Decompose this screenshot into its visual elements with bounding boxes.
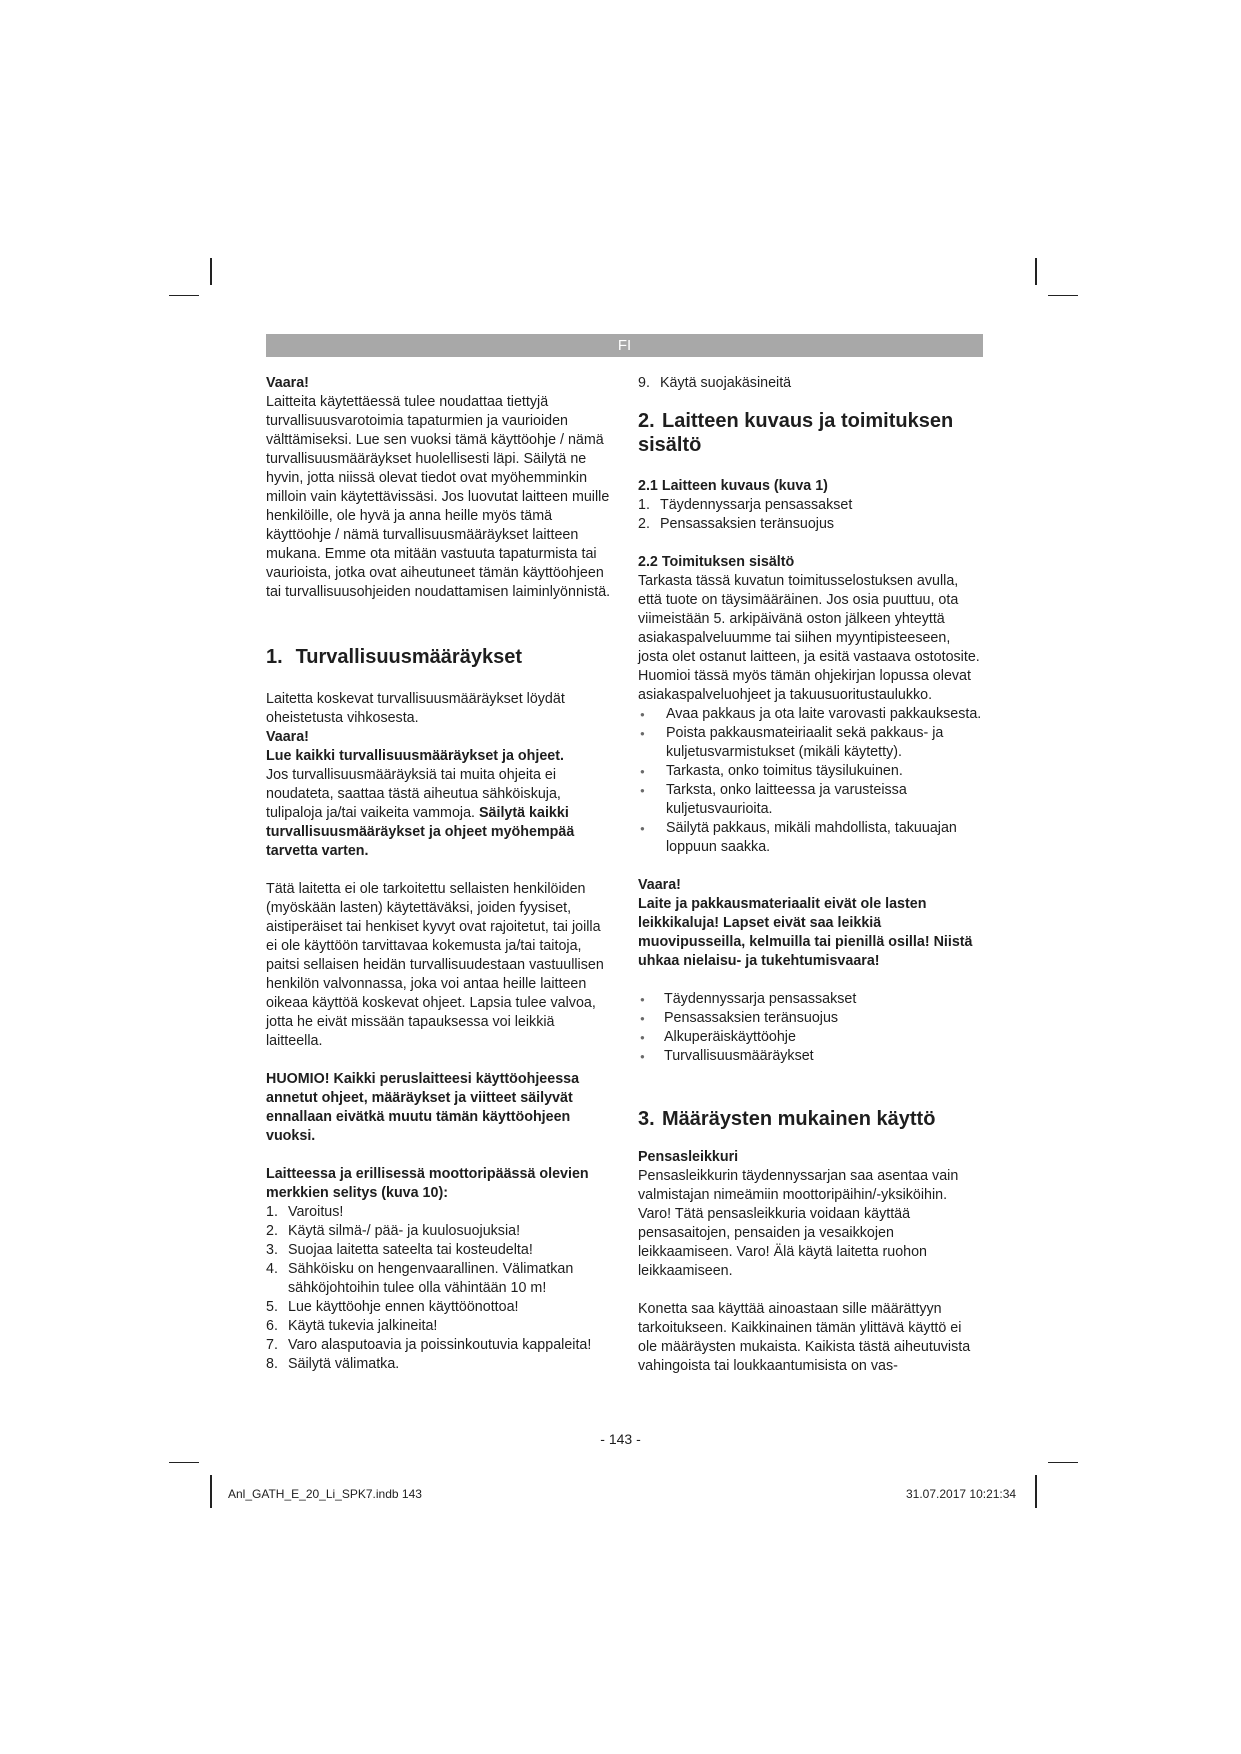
warning-title: Vaara! [266, 375, 309, 391]
language-header: FI [266, 334, 983, 357]
list-item: 6. Käytä tukevia jalkineita! [266, 1318, 438, 1334]
list-item: 1. Varoitus! [266, 1204, 344, 1220]
s1-keep: Säilytä kaikki turvallisuusmääräykset ja ohjeet myöhempää tarvetta varten. [266, 805, 575, 859]
list-item: 5. Lue käyttöohje ennen käyttöönottoa! [266, 1299, 519, 1315]
s21-list [638, 496, 984, 534]
list-item: 3. Suojaa laitetta sateelta tai kosteudelta! [266, 1242, 533, 1258]
crop-mark [169, 295, 199, 296]
huomio-note: HUOMIO! Kaikki peruslaitteesi käyttöohjeessa annetut ohjeet, määräykset ja viitteet säilyvät ennallaan eivätkä muutu tämän käyttöohjeen vuoksi. [266, 1071, 580, 1144]
warning-text: Laitteita käytettäessä tulee noudattaa tiettyjä turvallisuusvarotoimia tapaturmien ja vaurioiden välttämiseksi. Lue sen vuoksi tämä käyttöohje / nämä turvallisuusmääräykset huolellisesti läpi. Säilytä ne hyvin, jotta niissä olevat tiedot ovat myöhemminkin milloin vain käytettävissäsi. Jos luovutat laitteen muille henkilöille, ole hyvä ja anna heille myös tämä käyttöohje / nämä turvallisuusmääräykset laitteen mukana. Emme ota mitään vastuuta tapaturmista tai vaurioista, jotka ovat aiheutuneet tämän käyttöohjeen tai turvallisuusohjeiden noudattamisen laiminlyönnistä. [266, 394, 611, 600]
contents-list [638, 990, 984, 1066]
crop-mark [169, 1462, 199, 1463]
s3-paragraph: Varo! Tätä pensasleikkuria voidaan käyttää pensasaitojen, pensaiden ja vesaikkojen leikkaamiseen. Varo! Älä käytä laitetta ruohon leikkaamiseen. [638, 1206, 928, 1279]
s22-text: Tarkasta tässä kuvatun toimitusselostuksen avulla, että tuote on täysimääräinen. Jos osia puuttuu, ota viimeistään 5. arkipäivänä oston jälkeen yhteyttä asiakaspalveluumme tai siihen myyntipisteeseen, josta olet ostanut laitteen, ja esitä vastaava ostotosite. Huomioi tässä myös tämän ohjekirjan lopussa olevat asiakaspalveluohjeet ja takuusuoritustaulukko. [638, 573, 980, 703]
s3-subtitle: Pensasleikkuri [638, 1149, 739, 1165]
vaara-title: Vaara! [638, 877, 681, 893]
section-title: Turvallisuusmääräykset [295, 646, 522, 668]
right-column [638, 374, 984, 1376]
list-item: ● Säilytä pakkaus, mikäli mahdollista, takuuajan loppuun saakka. [638, 819, 984, 857]
list-item: ● Tarksta, onko laitteessa ja varusteissa kuljetusvaurioita. [638, 781, 984, 819]
s1-children: Tätä laitetta ei ole tarkoitettu sellaisten henkilöiden (myöskään lasten) käytettäväksi, joiden fyysiset, aistiperäiset tai henkiset kyvyt ovat rajoitetut, tai joilla ei ole käyttöön tarvittavaa kokemusta ja/tai taitoja, paitsi sellaisen heidän turvallisuudestaan vastuullisen henkilön valvonnassa, joka voi antaa heille laitteen oikeaa käyttöä koskevat ohjeet. Lapsia tulee valvoa, jotta he eivät missään tapauksessa voi leikkiä laitteella. [266, 881, 604, 1049]
section-number: 3. [638, 1108, 655, 1130]
crop-mark [1035, 1475, 1037, 1508]
list-item: ● Turvallisuusmääräykset [638, 1047, 984, 1066]
section-title: Laitteen kuvaus ja toimituksen sisältö [638, 410, 954, 456]
list-item: ● Alkuperäiskäyttöohje [638, 1028, 984, 1047]
section-2-heading [638, 409, 984, 457]
list-item: 1. Täydennyssarja pensassakset [638, 497, 853, 513]
symbols-list [266, 1203, 611, 1374]
section-1-heading [266, 645, 611, 669]
list-item: 4. Sähköisku on hengenvaarallinen. Välimatkan sähköjohtoihin tulee olla vähintään 10 m! [266, 1261, 574, 1296]
section-title: Määräysten mukainen käyttö [662, 1108, 936, 1130]
s3-paragraph: Konetta saa käyttää ainoastaan sille määrättyyn tarkoitukseen. Kaikkinainen tämän ylittävä käyttö ei ole määräysten mukaista. Kaikista tästä aiheutuvista vahingoista tai loukkaantumisista on vas- [638, 1301, 971, 1374]
list-item: 9. Käytä suojakäsineitä [638, 375, 792, 391]
crop-mark [1048, 295, 1078, 296]
list-item: 2. Käytä silmä-/ pää- ja kuulosuojuksia! [266, 1223, 521, 1239]
crop-mark [1035, 258, 1037, 285]
crop-mark [210, 1475, 212, 1508]
list-item: ● Poista pakkausmateiriaalit sekä pakkaus- ja kuljetusvarmistukset (mikäli käytetty). [638, 724, 984, 762]
list-item: ● Pensassaksien teränsuojus [638, 1009, 984, 1028]
list-item: ● Tarkasta, onko toimitus täysilukuinen. [638, 762, 984, 781]
footer-file: Anl_GATH_E_20_Li_SPK7.indb 143 [228, 1487, 422, 1501]
footer-timestamp: 31.07.2017 10:21:34 [906, 1487, 1017, 1501]
crop-mark [210, 258, 212, 285]
symbols-title: Laitteessa ja erillisessä moottoripäässä olevien merkkien selitys (kuva 10): [266, 1166, 589, 1201]
s1-intro: Laitetta koskevat turvallisuusmääräykset löydät oheistetusta vihkosesta. [266, 691, 565, 726]
list-item: ● Avaa pakkaus ja ota laite varovasti pakkauksesta. [638, 705, 984, 724]
list-item: 7. Varo alasputoavia ja poissinkoutuvia kappaleita! [266, 1337, 592, 1353]
s21-title: 2.1 Laitteen kuvaus (kuva 1) [638, 478, 828, 494]
list-item: 2. Pensassaksien teränsuojus [638, 516, 835, 532]
vaara-text: Laite ja pakkausmateriaalit eivät ole lasten leikkikaluja! Lapset eivät saa leikkiä muovipusseilla, kelmuilla tai pienillä osilla! Niistä uhkaa nielaisu- ja tukehtumisvaara! [638, 896, 973, 969]
left-column [266, 374, 611, 1374]
s22-title: 2.2 Toimituksen sisältö [638, 554, 795, 570]
section-number: 2. [638, 410, 655, 432]
symbols-list-continued [638, 374, 984, 393]
list-item: ● Täydennyssarja pensassakset [638, 990, 984, 1009]
s22-bullets [638, 705, 984, 857]
s3-paragraph: Pensasleikkurin täydennyssarjan saa asentaa vain valmistajan nimeämiin moottoripäihin/-yksiköihin. [638, 1168, 959, 1203]
s1-vaara: Vaara! [266, 729, 309, 745]
section-3-heading [638, 1107, 984, 1131]
s1-read-all: Lue kaikki turvallisuusmääräykset ja ohjeet. [266, 748, 564, 764]
section-number: 1. [266, 646, 283, 668]
list-item: 8. Säilytä välimatka. [266, 1356, 400, 1372]
page-number: - 143 - [600, 1431, 641, 1447]
s1-text: Jos turvallisuusmääräyksiä tai muita ohjeita ei noudateta, saattaa tästä aiheutua sähköiskuja, tulipaloja ja/tai vaikeita vammoja. Säilytä kaikki turvallisuusmääräykset ja ohjeet myöhempää tarvetta varten. [266, 767, 575, 859]
crop-mark [1048, 1462, 1078, 1463]
